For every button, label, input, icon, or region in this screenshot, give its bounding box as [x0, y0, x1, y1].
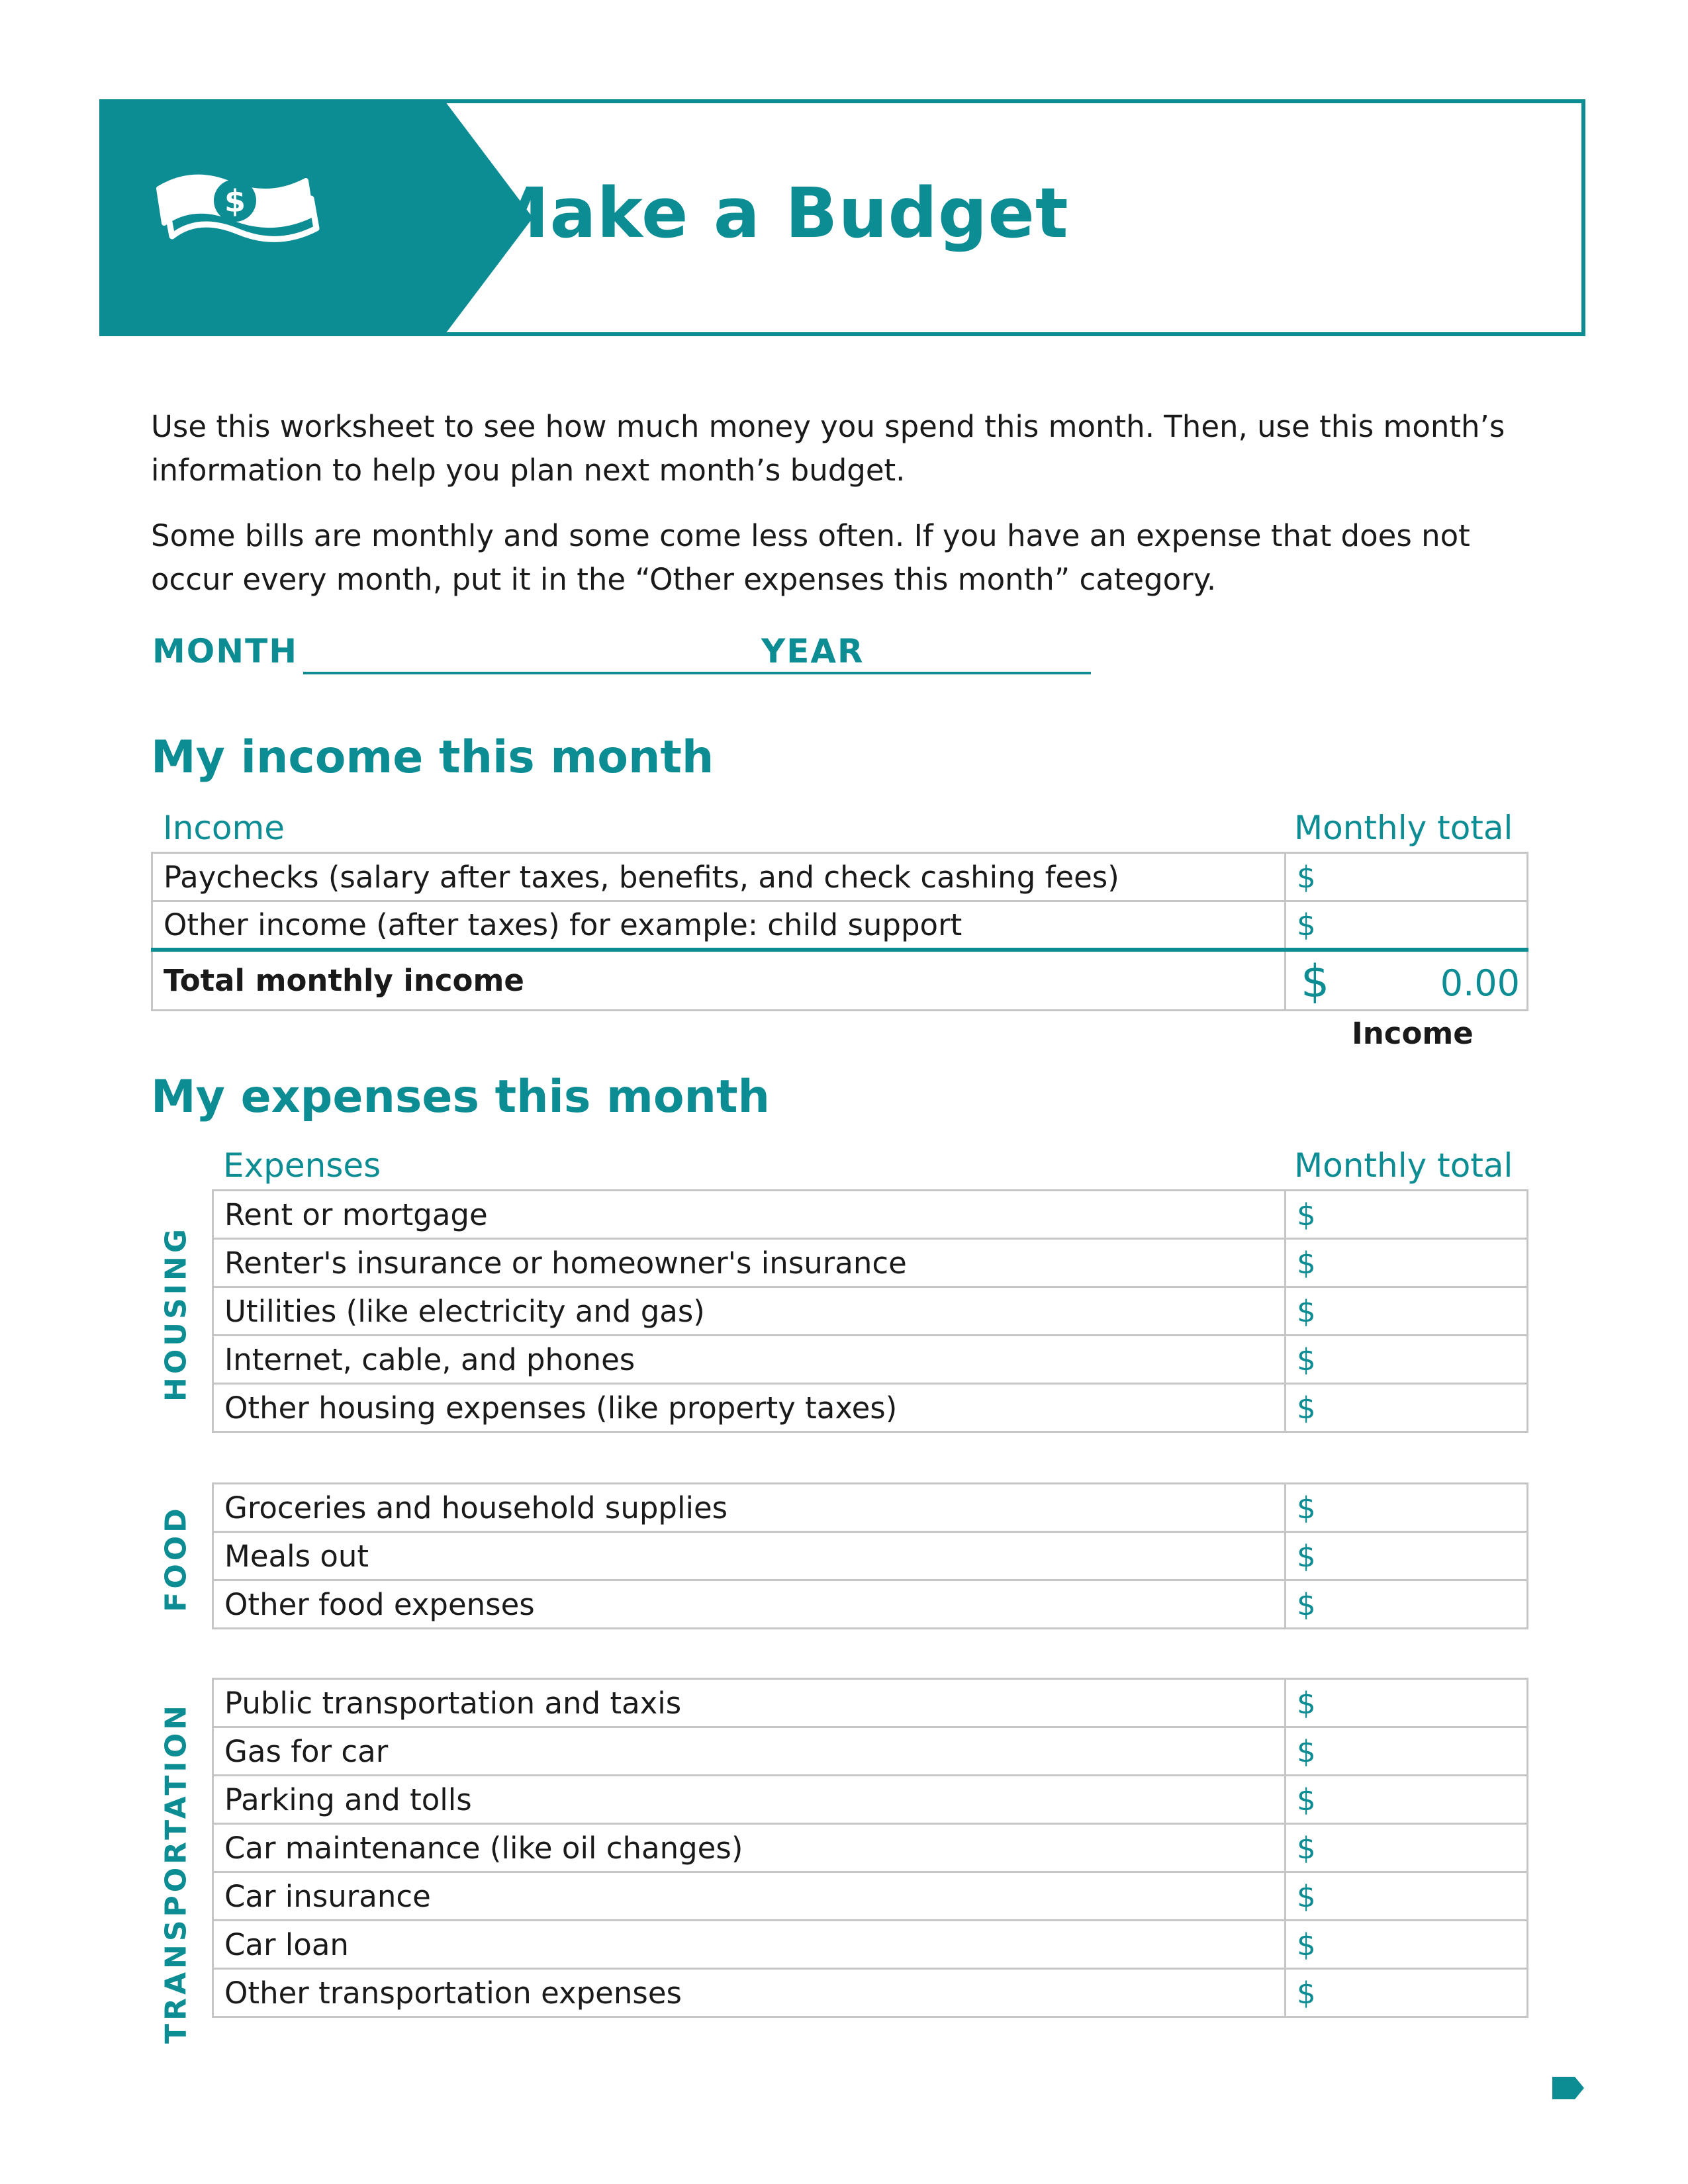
table-row	[213, 1872, 1528, 1921]
month-label: MONTH	[152, 632, 299, 670]
total-income-label: Total monthly income	[152, 950, 1286, 1011]
table-row	[213, 1336, 1528, 1384]
year-label: YEAR	[761, 632, 865, 670]
date-fields	[152, 632, 1112, 678]
table-row	[213, 1727, 1528, 1776]
total-income-value: 0.00	[1440, 962, 1520, 1004]
header-banner	[99, 99, 1585, 336]
income-amount-field[interactable]: $	[1286, 901, 1528, 950]
svg-text:$: $	[224, 183, 246, 219]
intro-paragraph-2: Some bills are monthly and some come less often. If you have an expense that does not occur every month, put it in the “Other expenses this month” category.	[151, 518, 1470, 597]
expense-row-label: Car maintenance (like oil changes)	[213, 1824, 1286, 1872]
expense-amount-field[interactable]: $	[1286, 1679, 1528, 1727]
expense-row-label: Rent or mortgage	[213, 1191, 1286, 1239]
expense-row-label: Gas for car	[213, 1727, 1286, 1776]
table-row	[152, 901, 1528, 950]
expense-amount-field[interactable]: $	[1286, 1727, 1528, 1776]
total-income-row	[152, 950, 1528, 1011]
expenses-monthly-total-header: Monthly total	[1294, 1146, 1513, 1185]
expense-amount-field[interactable]: $	[1286, 1336, 1528, 1384]
table-row	[213, 1921, 1528, 1969]
table-row	[213, 1969, 1528, 2017]
page-title: Make a Budget	[481, 173, 1069, 253]
table-row	[213, 1824, 1528, 1872]
money-icon	[152, 162, 324, 275]
expense-row-label: Internet, cable, and phones	[213, 1336, 1286, 1384]
income-row-label: Paychecks (salary after taxes, benefits, and check cashing fees)	[152, 853, 1286, 901]
expense-amount-field[interactable]: $	[1286, 1532, 1528, 1580]
table-row	[152, 853, 1528, 901]
food-table	[212, 1482, 1528, 1629]
header-band	[99, 99, 444, 336]
expense-row-label: Car insurance	[213, 1872, 1286, 1921]
housing-table	[212, 1189, 1528, 1433]
table-row	[213, 1191, 1528, 1239]
expense-row-label: Groceries and household supplies	[213, 1484, 1286, 1532]
table-row	[213, 1776, 1528, 1824]
housing-category-label: HOUSING	[159, 1226, 193, 1402]
expense-row-label: Other transportation expenses	[213, 1969, 1286, 2017]
income-column-header: Income	[163, 809, 285, 847]
total-currency-symbol: $	[1301, 955, 1330, 1008]
month-field[interactable]	[303, 672, 919, 674]
expense-amount-field[interactable]: $	[1286, 1384, 1528, 1432]
total-income-field	[1286, 950, 1528, 1011]
intro-paragraph-1: Use this worksheet to see how much money you spend this month. Then, use this month’s information to help you plan next month’s budget.	[151, 409, 1505, 488]
expense-amount-field[interactable]: $	[1286, 1969, 1528, 2017]
income-caption: Income	[1352, 1016, 1474, 1051]
income-monthly-total-header: Monthly total	[1294, 809, 1513, 847]
expense-amount-field[interactable]: $	[1286, 1287, 1528, 1336]
expense-row-label: Public transportation and taxis	[213, 1679, 1286, 1727]
table-row	[213, 1580, 1528, 1629]
expense-row-label: Parking and tolls	[213, 1776, 1286, 1824]
expenses-section-title: My expenses this month	[151, 1071, 770, 1123]
expenses-column-header: Expenses	[223, 1146, 381, 1185]
expense-amount-field[interactable]: $	[1286, 1921, 1528, 1969]
expense-row-label: Meals out	[213, 1532, 1286, 1580]
transportation-table	[212, 1678, 1528, 2018]
table-row	[213, 1384, 1528, 1432]
year-field[interactable]	[874, 672, 1091, 674]
table-row	[213, 1287, 1528, 1336]
expense-amount-field[interactable]: $	[1286, 1776, 1528, 1824]
expense-amount-field[interactable]: $	[1286, 1580, 1528, 1629]
table-row	[213, 1239, 1528, 1287]
income-row-label: Other income (after taxes) for example: child support	[152, 901, 1286, 950]
expense-amount-field[interactable]: $	[1286, 1191, 1528, 1239]
table-row	[213, 1532, 1528, 1580]
expense-row-label: Renter's insurance or homeowner's insurance	[213, 1239, 1286, 1287]
food-category-label: FOOD	[159, 1505, 193, 1612]
transportation-category-label: TRANSPORTATION	[159, 1702, 193, 2044]
expense-row-label: Utilities (like electricity and gas)	[213, 1287, 1286, 1336]
expense-row-label: Car loan	[213, 1921, 1286, 1969]
table-row	[213, 1484, 1528, 1532]
expense-amount-field[interactable]: $	[1286, 1824, 1528, 1872]
expense-amount-field[interactable]: $	[1286, 1484, 1528, 1532]
table-row	[213, 1679, 1528, 1727]
expense-amount-field[interactable]: $	[1286, 1872, 1528, 1921]
income-amount-field[interactable]: $	[1286, 853, 1528, 901]
expense-row-label: Other housing expenses (like property taxes)	[213, 1384, 1286, 1432]
expense-amount-field[interactable]: $	[1286, 1239, 1528, 1287]
next-page-icon[interactable]	[1552, 2077, 1584, 2099]
income-section-title: My income this month	[151, 731, 714, 784]
income-table	[151, 852, 1528, 1011]
expense-row-label: Other food expenses	[213, 1580, 1286, 1629]
